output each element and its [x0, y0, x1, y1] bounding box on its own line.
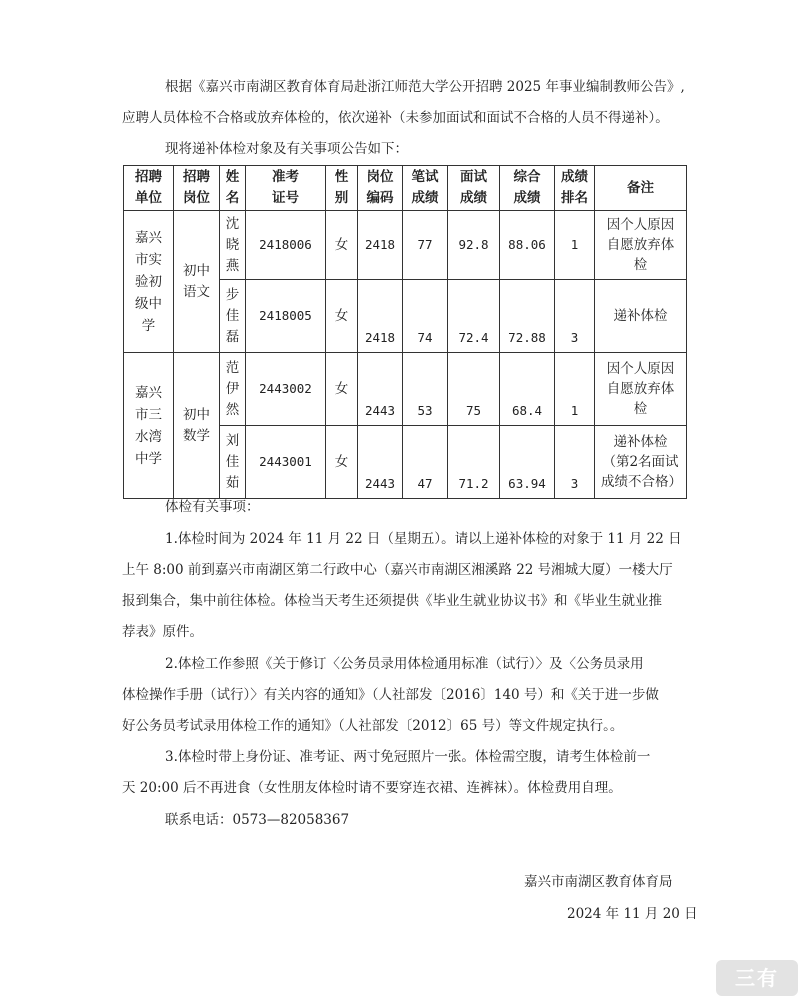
matters-heading: 体检有关事项： [165, 499, 260, 515]
header-written-score: 笔试成绩 [403, 166, 448, 211]
table-row [124, 353, 687, 426]
header-name: 姓名 [220, 166, 246, 211]
matters-item-3-line: 3.体检时带上身份证、准考证、两寸免冠照片一张。体检需空腹，请考生体检前一 [165, 749, 651, 765]
header-post: 招聘岗位 [174, 166, 220, 211]
cell-post-code: 2443 [358, 353, 403, 426]
cell-rank: 1 [555, 211, 595, 280]
cell-post-code: 2418 [358, 280, 403, 353]
header-exam-no: 准考证号 [246, 166, 326, 211]
issue-date: 2024 年 11 月 20 日 [567, 906, 698, 922]
cell-remark: 递补体检（第2名面试成绩不合格） [595, 426, 687, 499]
cell-exam-no: 2443001 [246, 426, 326, 499]
header-total-score: 综合成绩 [500, 166, 555, 211]
header-rank: 成绩排名 [555, 166, 595, 211]
cell-unit: 嘉兴市三水湾中学 [124, 353, 174, 499]
matters-item-1-line: 荐表》原件。 [122, 624, 203, 640]
cell-written-score: 77 [403, 211, 448, 280]
cell-rank: 3 [555, 280, 595, 353]
header-interview-score: 面试成绩 [448, 166, 500, 211]
matters-item-2-line: 体检操作手册（试行）〉有关内容的通知》（人社部发〔2016〕140 号）和《关于进一步做 [122, 687, 659, 703]
header-post-code: 岗位编码 [358, 166, 403, 211]
matters-item-2-line: 好公务员考试录用体检工作的通知》（人社部发〔2012〕65 号）等文件规定执行。。 [122, 718, 624, 734]
cell-unit: 嘉兴市实验初级中学 [124, 211, 174, 353]
cell-exam-no: 2418006 [246, 211, 326, 280]
cell-name: 沈晓燕 [220, 211, 246, 280]
issuer-name: 嘉兴市南湖区教育体育局 [524, 874, 673, 890]
matters-item-1-line: 上午 8:00 前到嘉兴市南湖区第二行政中心（嘉兴市南湖区湘溪路 22 号湘城大厦）一楼大厅 [122, 562, 673, 578]
cell-gender: 女 [326, 211, 358, 280]
cell-exam-no: 2443002 [246, 353, 326, 426]
cell-total-score: 63.94 [500, 426, 555, 499]
cell-interview-score: 71.2 [448, 426, 500, 499]
cell-interview-score: 72.4 [448, 280, 500, 353]
intro-paragraph-line-2: 应聘人员体检不合格或放弃体检的，依次递补（未参加面试和面试不合格的人员不得递补）。 [122, 110, 669, 126]
cell-rank: 3 [555, 426, 595, 499]
cell-written-score: 74 [403, 280, 448, 353]
cell-post-code: 2443 [358, 426, 403, 499]
header-gender: 性别 [326, 166, 358, 211]
watermark-badge: 三有 [716, 960, 798, 996]
matters-item-1-line: 1.体检时间为 2024 年 11 月 22 日（星期五）。请以上递补体检的对象于 11 月 22 日 [165, 531, 682, 547]
cell-remark: 因个人原因自愿放弃体检 [595, 353, 687, 426]
cell-remark: 因个人原因自愿放弃体检 [595, 211, 687, 280]
matters-item-2-line: 2.体检工作参照《关于修订〈公务员录用体检通用标准（试行）〉及〈公务员录用 [165, 656, 644, 672]
cell-post: 初中语文 [174, 211, 220, 353]
cell-total-score: 68.4 [500, 353, 555, 426]
cell-gender: 女 [326, 426, 358, 499]
cell-total-score: 88.06 [500, 211, 555, 280]
cell-post: 初中数学 [174, 353, 220, 499]
cell-written-score: 53 [403, 353, 448, 426]
matters-item-3-line: 天 20:00 后不再进食（女性朋友体检时请不要穿连衣裙、连裤袜）。体检费用自理。 [122, 780, 622, 796]
cell-name: 范伊然 [220, 353, 246, 426]
table-row [124, 211, 687, 280]
cell-remark: 递补体检 [595, 280, 687, 353]
intro-paragraph-line-1: 根据《嘉兴市南湖区教育体育局赴浙江师范大学公开招聘 2025 年事业编制教师公告》, [165, 79, 685, 95]
cell-rank: 1 [555, 353, 595, 426]
cell-post-code: 2418 [358, 211, 403, 280]
header-unit: 招聘单位 [124, 166, 174, 211]
cell-total-score: 72.88 [500, 280, 555, 353]
cell-gender: 女 [326, 280, 358, 353]
cell-interview-score: 75 [448, 353, 500, 426]
header-remark: 备注 [595, 166, 687, 211]
candidate-table [123, 165, 687, 499]
cell-exam-no: 2418005 [246, 280, 326, 353]
contact-phone: 联系电话：0573—82058367 [165, 812, 350, 828]
cell-name: 刘佳茹 [220, 426, 246, 499]
matters-item-1-line: 报到集合，集中前往体检。体检当天考生还须提供《毕业生就业协议书》和《毕业生就业推 [122, 593, 662, 609]
intro-paragraph-line-3: 现将递补体检对象及有关事项公告如下： [165, 141, 408, 157]
cell-interview-score: 92.8 [448, 211, 500, 280]
cell-name: 步佳磊 [220, 280, 246, 353]
cell-gender: 女 [326, 353, 358, 426]
cell-written-score: 47 [403, 426, 448, 499]
table-header-row [124, 166, 687, 211]
